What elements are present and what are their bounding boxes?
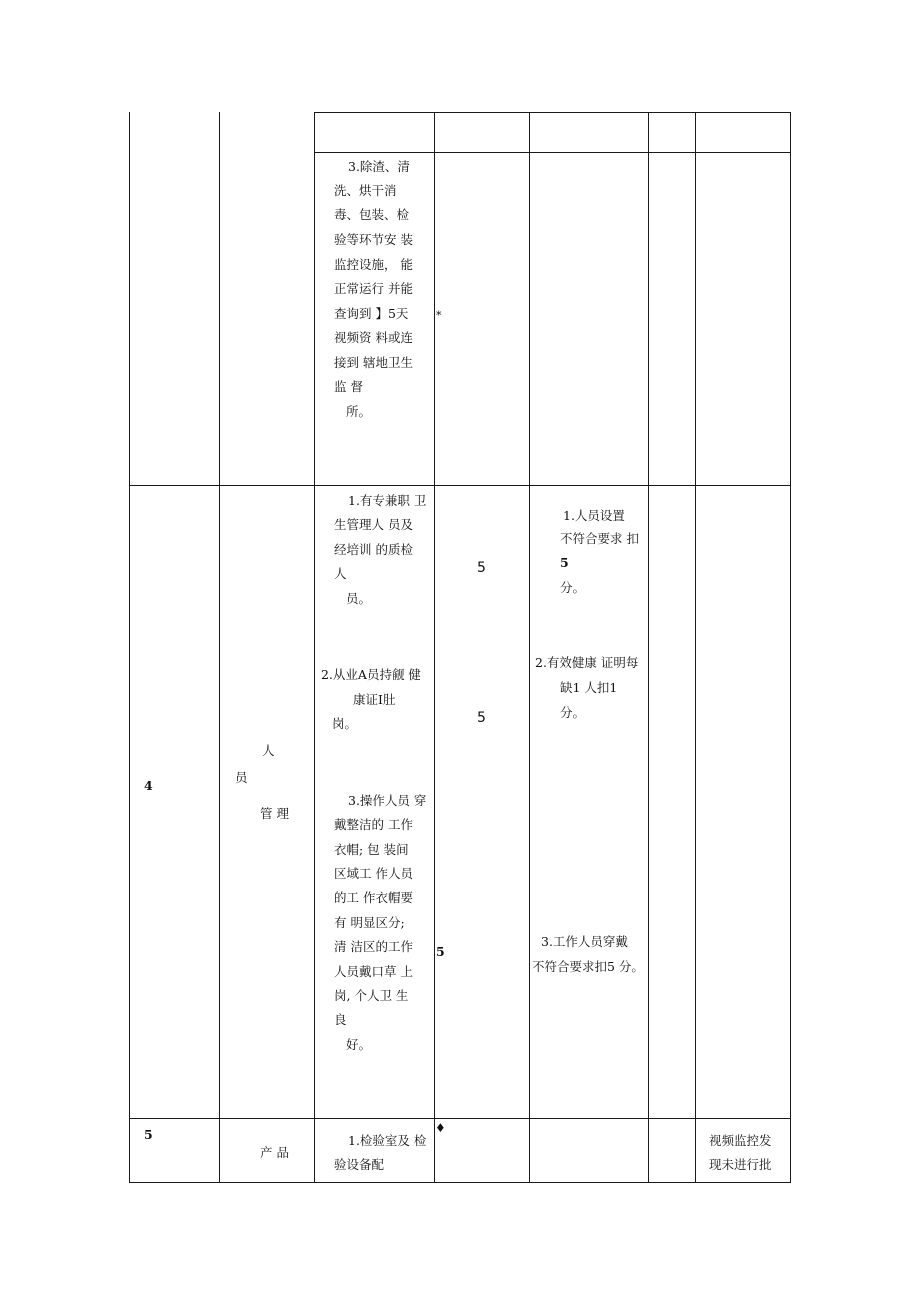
row3-content-line: 接到 辖地卫生 bbox=[334, 355, 413, 370]
row4-item2-line: 岗。 bbox=[332, 716, 358, 731]
row3-content-line: 洗、烘干消 bbox=[334, 183, 397, 198]
row5-remark-line: 视频监控发 bbox=[709, 1133, 772, 1148]
table-left-border bbox=[129, 112, 130, 1183]
row3-content-line: 监控设施， 能 bbox=[334, 257, 413, 272]
row5-item1-line: 验设备配 bbox=[334, 1157, 385, 1172]
row4-item1-line: 经培训 的质检 bbox=[334, 542, 413, 557]
row4-item2-line: 康证I肚 bbox=[353, 692, 396, 707]
row4-deduct3-line: 3.工作人员穿戴 bbox=[541, 934, 628, 949]
row4-item3-line: 区域工 作人员 bbox=[334, 866, 413, 881]
row4-item3-line: 3.操作人员 穿 bbox=[348, 793, 427, 808]
table-col-divider-4 bbox=[529, 112, 530, 1183]
row4-category-line: 员 bbox=[235, 770, 248, 785]
row4-deduct2-line: 2.有效健康 证明每 bbox=[535, 655, 639, 670]
row4-number: 4 bbox=[144, 778, 153, 793]
row4-deduct1-line: 5 bbox=[560, 555, 569, 570]
row5-category: 产 品 bbox=[260, 1145, 289, 1160]
table-col-divider-2 bbox=[314, 112, 315, 1183]
row3-content-line: 3.除渣、清 bbox=[348, 159, 410, 174]
row3-content-line: 查询到 】5天 bbox=[334, 306, 409, 321]
row4-item1-line: 生管理人 员及 bbox=[334, 517, 413, 532]
table-right-border bbox=[790, 112, 791, 1183]
row4-item3-line: 清 洁区的工作 bbox=[334, 939, 413, 954]
row3-content-line: 验等环节安 装 bbox=[334, 232, 413, 247]
row4-item3-line: 好。 bbox=[346, 1037, 372, 1052]
row4-top-border bbox=[129, 485, 791, 486]
row4-item3-line: 戴整洁的 工作 bbox=[334, 817, 413, 832]
row4-item3-line: 有 明显区分; bbox=[334, 915, 405, 930]
row5-item1-line: 1.检验室及 检 bbox=[348, 1133, 427, 1148]
row3-mark: * bbox=[436, 309, 442, 322]
row4-deduct2-line: 分。 bbox=[560, 705, 586, 720]
row4-item3-line: 衣帽; 包 装间 bbox=[334, 842, 409, 857]
row4-deduct1-line: 不符合要求 扣 bbox=[560, 531, 639, 546]
row4-deduct3-line: 不符合要求扣5 分。 bbox=[532, 959, 644, 974]
row3-top-border bbox=[314, 152, 791, 153]
table-bottom-border bbox=[129, 1182, 791, 1183]
row5-mark: ♦ bbox=[435, 1121, 446, 1135]
row4-item1-line: 人 bbox=[334, 566, 347, 581]
row4-item1-line: 1.有专兼职 卫 bbox=[348, 493, 427, 508]
row4-score1: 5 bbox=[477, 560, 486, 576]
row4-category-line: 管 理 bbox=[260, 806, 289, 821]
row5-number: 5 bbox=[144, 1127, 153, 1142]
row4-deduct1-line: 分。 bbox=[560, 580, 586, 595]
table-col-divider-5 bbox=[648, 112, 649, 1183]
row4-deduct1-line: 1.人员设置 bbox=[563, 508, 625, 523]
row5-remark-line: 现未进行批 bbox=[709, 1157, 772, 1172]
row3-content-line: 毒、包装、检 bbox=[334, 207, 410, 222]
row3-content-line: 视频资 料或连 bbox=[334, 330, 413, 345]
row3-content-line: 监 督 bbox=[334, 379, 363, 394]
table-col-divider-6 bbox=[695, 112, 696, 1183]
row4-category-line: 人 bbox=[262, 743, 275, 758]
row3-content-line: 正常运行 并能 bbox=[334, 281, 413, 296]
row4-item2-line: 2.从业A员持觎 健 bbox=[321, 667, 421, 682]
row4-item1-line: 员。 bbox=[346, 591, 372, 606]
row4-score3: 5 bbox=[436, 944, 445, 959]
row4-score2: 5 bbox=[477, 710, 486, 726]
table-col-divider-3 bbox=[434, 112, 435, 1183]
table-col-divider-1 bbox=[219, 112, 220, 1183]
row4-item3-line: 的工 作衣帽要 bbox=[334, 890, 413, 905]
row4-deduct2-line: 缺1 人扣1 bbox=[560, 680, 618, 695]
row3-content-line: 所。 bbox=[346, 404, 372, 419]
row5-top-border bbox=[129, 1118, 791, 1119]
row4-item3-line: 人员戴口草 上 bbox=[334, 964, 413, 979]
table-top-border-partial bbox=[314, 112, 791, 113]
row4-item3-line: 良 bbox=[334, 1012, 347, 1027]
row4-item3-line: 岗, 个人卫 生 bbox=[334, 988, 409, 1003]
